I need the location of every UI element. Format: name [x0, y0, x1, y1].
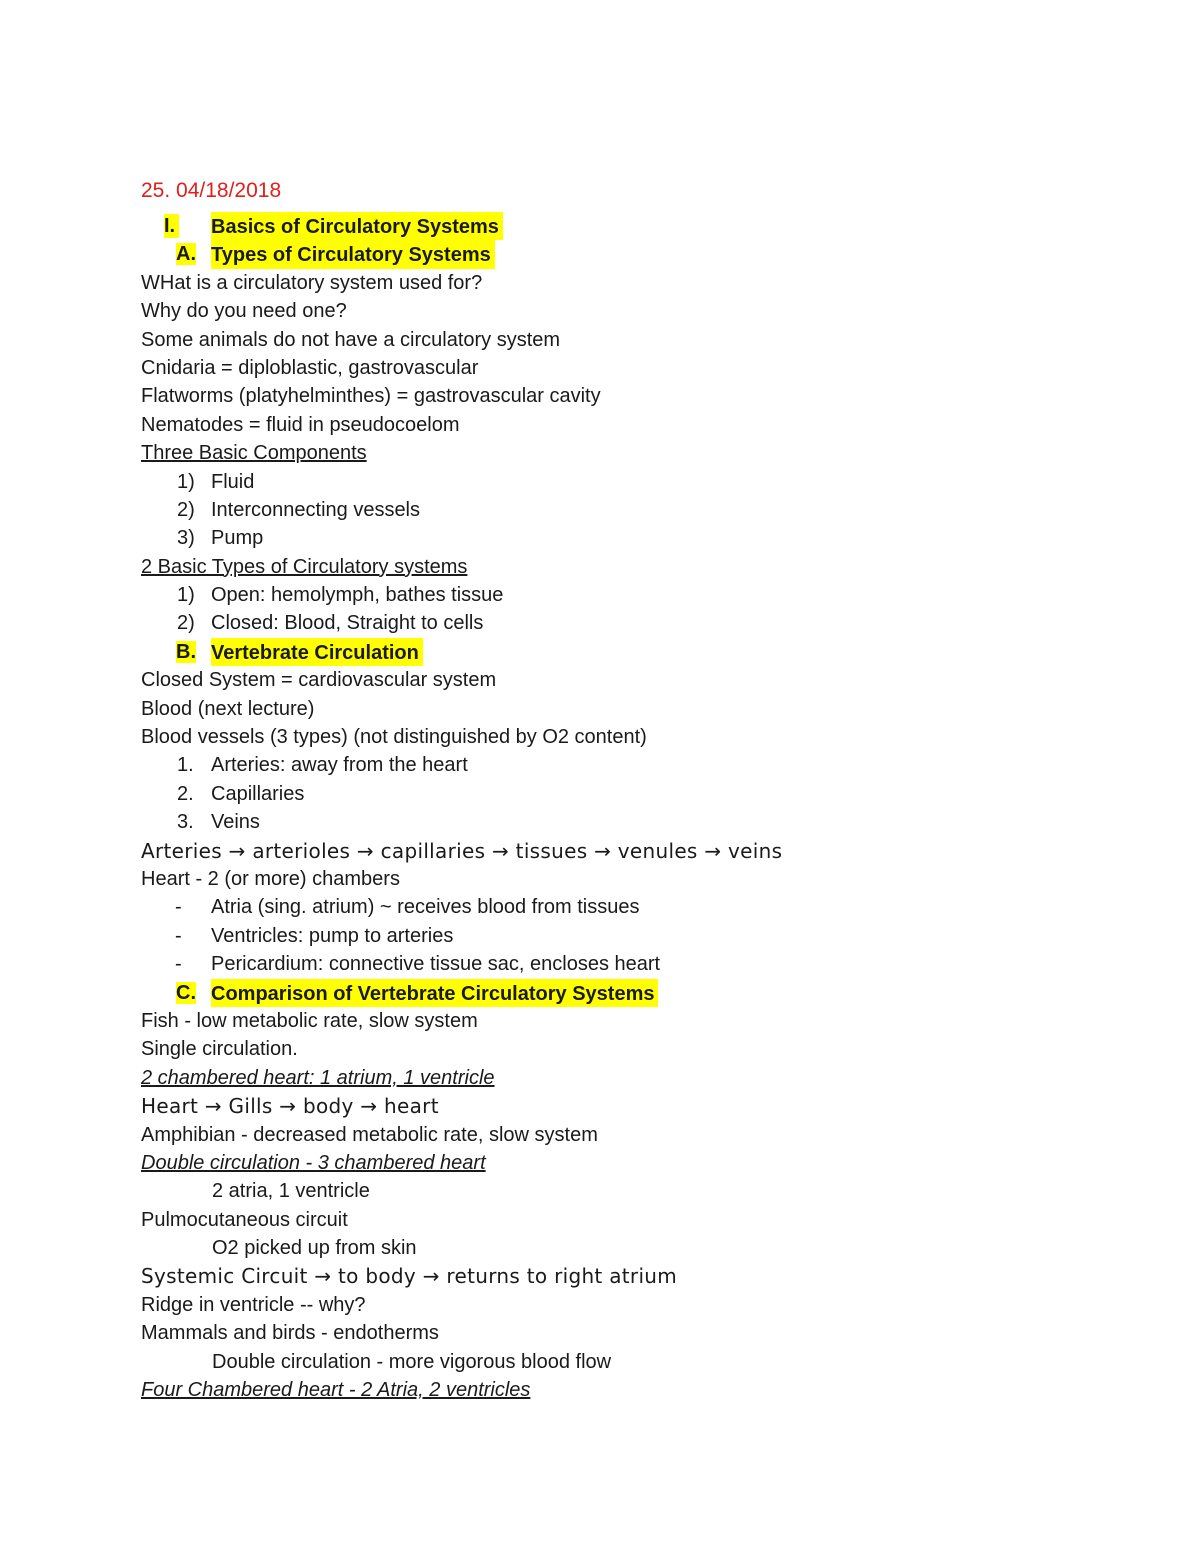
list-number: 1.	[177, 754, 194, 777]
list-item	[141, 950, 1141, 978]
list-text: Closed: Blood, Straight to cells	[211, 612, 484, 635]
list-text: Atria (sing. atrium) ~ receives blood from tissues	[211, 896, 640, 919]
list-bullet: -	[175, 896, 182, 919]
list-item	[141, 581, 1141, 609]
list-item	[141, 524, 1141, 552]
text-line: Blood vessels (3 types) (not distinguished by O2 content)	[141, 726, 647, 749]
section-title: Types of Circulatory Systems	[211, 240, 495, 268]
section-marker: C.	[176, 981, 196, 1004]
indented-line: Double circulation - more vigorous blood flow	[212, 1350, 612, 1373]
list-item	[141, 893, 1141, 921]
list-number: 2.	[177, 782, 194, 805]
section-title: Vertebrate Circulation	[211, 638, 423, 666]
emphasis-line: Double circulation - 3 chambered heart	[141, 1151, 486, 1174]
text-line: Amphibian - decreased metabolic rate, slow system	[141, 1123, 598, 1146]
section-marker: B.	[176, 640, 196, 663]
list-item	[141, 609, 1141, 637]
list-number: 2)	[177, 612, 195, 635]
list-number: 3)	[177, 527, 195, 550]
emphasis-line: 2 chambered heart: 1 atrium, 1 ventricle	[141, 1066, 495, 1089]
section-heading-a	[141, 240, 1141, 268]
list-text: Interconnecting vessels	[211, 498, 421, 521]
list-number: 1)	[177, 584, 195, 607]
list-item	[141, 808, 1141, 836]
text-line: Heart - 2 (or more) chambers	[141, 867, 400, 890]
indented-line: O2 picked up from skin	[212, 1237, 417, 1260]
text-line: Pulmocutaneous circuit	[141, 1208, 348, 1231]
fish-flow-line: Heart → Gills → body → heart	[141, 1094, 439, 1119]
text-line: Cnidaria = diploblastic, gastrovascular	[141, 356, 479, 379]
list-number: 3.	[177, 811, 194, 834]
section-heading-c	[141, 979, 1141, 1007]
list-text: Capillaries	[211, 782, 305, 805]
list-number: 1)	[177, 470, 195, 493]
list-text: Open: hemolymph, bathes tissue	[211, 584, 504, 607]
section-marker: A.	[176, 243, 196, 266]
list-text: Fluid	[211, 470, 255, 493]
section-marker: I.	[141, 212, 211, 240]
text-line: Mammals and birds - endotherms	[141, 1322, 439, 1345]
text-line: Some animals do not have a circulatory system	[141, 328, 561, 351]
list-text: Ventricles: pump to arteries	[211, 924, 454, 947]
notes-document	[141, 176, 1141, 1404]
indented-line: 2 atria, 1 ventricle	[212, 1180, 370, 1203]
text-line: WHat is a circulatory system used for?	[141, 271, 483, 294]
section-title: Comparison of Vertebrate Circulatory Systems	[211, 979, 658, 1007]
list-text: Pericardium: connective tissue sac, encloses heart	[211, 953, 661, 976]
vessel-flow-line: Arteries → arterioles → capillaries → tissues → venules → veins	[141, 838, 783, 863]
list-bullet: -	[175, 924, 182, 947]
text-line: Blood (next lecture)	[141, 697, 315, 720]
text-line: Fish - low metabolic rate, slow system	[141, 1009, 478, 1032]
list-item	[141, 751, 1141, 779]
list-text: Veins	[211, 811, 260, 834]
text-line: Closed System = cardiovascular system	[141, 669, 497, 692]
text-line: Flatworms (platyhelminthes) = gastrovascular cavity	[141, 385, 601, 408]
list-item	[141, 468, 1141, 496]
list-item	[141, 922, 1141, 950]
list-item	[141, 780, 1141, 808]
subheading-two-types: 2 Basic Types of Circulatory systems	[141, 555, 468, 578]
list-bullet: -	[175, 953, 182, 976]
section-heading-i	[141, 212, 1141, 240]
list-text: Pump	[211, 527, 264, 550]
emphasis-line: Four Chambered heart - 2 Atria, 2 ventricles	[141, 1379, 531, 1402]
text-line: Nematodes = fluid in pseudocoelom	[141, 413, 460, 436]
list-number: 2)	[177, 498, 195, 521]
list-text: Arteries: away from the heart	[211, 754, 468, 777]
list-item	[141, 496, 1141, 524]
text-line: Single circulation.	[141, 1038, 298, 1061]
text-line: Why do you need one?	[141, 300, 347, 323]
subheading-three-components: Three Basic Components	[141, 442, 367, 465]
section-title: Basics of Circulatory Systems	[211, 212, 503, 240]
section-heading-b	[141, 638, 1141, 666]
text-line: Ridge in ventricle -- why?	[141, 1293, 366, 1316]
systemic-flow-line: Systemic Circuit → to body → returns to right atrium	[141, 1264, 678, 1289]
lecture-date: 25. 04/18/2018	[141, 179, 282, 202]
